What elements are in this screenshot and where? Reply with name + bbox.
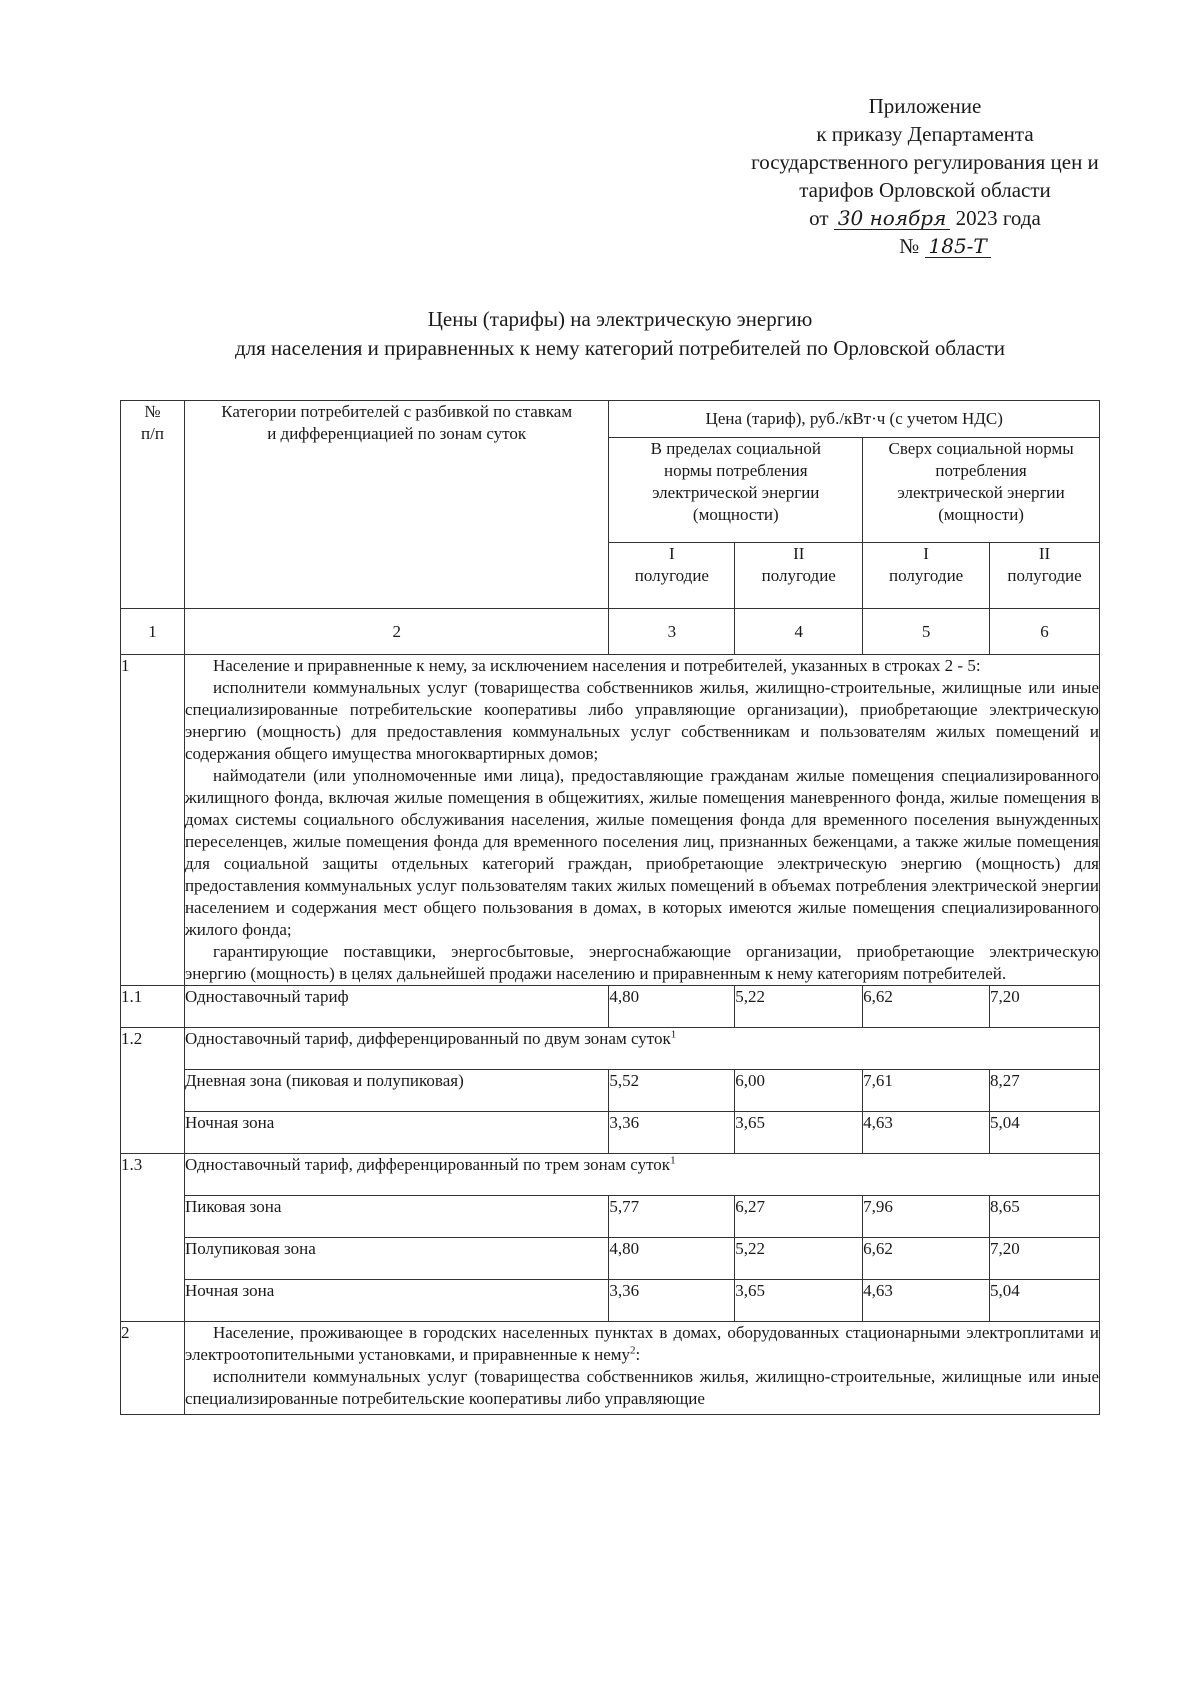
- col-number-2: 2: [184, 609, 608, 655]
- row-1-2-day-value-2: 6,00: [735, 1070, 863, 1112]
- row-1-3-semipeak-value-2: 5,22: [735, 1238, 863, 1280]
- row-1-1-value-3: 6,62: [863, 986, 990, 1028]
- above-h1-roman: I: [923, 544, 929, 563]
- table-row-1-2-night: [121, 1112, 1100, 1154]
- row-1-description: [184, 655, 1099, 986]
- table-row-2: [121, 1322, 1100, 1415]
- row-1-2-label: Одноставочный тариф, дифференцированный по двум зонам суток: [184, 1029, 671, 1048]
- row-1-2-footnote-mark: 1: [670, 1028, 677, 1041]
- tariff-table: [120, 400, 1100, 1415]
- row-1-3-night-value-4: 5,04: [990, 1280, 1100, 1322]
- header-above-h2: [990, 543, 1100, 609]
- row-1-2-day-value-4: 8,27: [990, 1070, 1100, 1112]
- above-h2-roman: II: [1038, 544, 1051, 563]
- table-row-1-3-semipeak: [121, 1238, 1100, 1280]
- column-number-row: [121, 609, 1100, 655]
- appendix-order-ref: к приказу Департамента: [816, 122, 1034, 146]
- row-1-1-value-1: 4,80: [609, 986, 735, 1028]
- row-1-2-night-value-3: 4,63: [863, 1112, 990, 1154]
- table-row-1-3-peak: [121, 1196, 1100, 1238]
- within-h1-roman: I: [669, 544, 675, 563]
- row-1-3-night-value-2: 3,65: [735, 1280, 863, 1322]
- row-1-num: 1: [121, 655, 185, 986]
- row-1-3-label: Одноставочный тариф, дифференцированный по трем зонам суток: [184, 1155, 671, 1174]
- col-number-6: 6: [990, 609, 1100, 655]
- row-2-footnote-mark: 2: [630, 1344, 636, 1357]
- row-1-1-value-2: 5,22: [735, 986, 863, 1028]
- header-within-h2: [735, 543, 863, 609]
- header-num: № п/п: [121, 401, 185, 609]
- appendix-number-line: [700, 232, 1150, 260]
- row-1-2-night-value-2: 3,65: [735, 1112, 863, 1154]
- appendix-date-line: [700, 204, 1150, 232]
- date-suffix: 2023 года: [955, 206, 1041, 230]
- row-1-3-semipeak-label: Полупиковая зона: [184, 1238, 608, 1280]
- row-1-3-peak-label: Пиковая зона: [184, 1196, 608, 1238]
- table-row-1-3-night: [121, 1280, 1100, 1322]
- row-1-paragraph-2: исполнители коммунальных услуг (товарищества собственников жилья, жилищно-строительные, жилищные или иные специализированные потребительские кооперативы либо управляющие организации), приобретающие электрическую энергию (мощность) для предоставления коммунальных услуг собственникам и пользователям жилых помещений и содержания общего имущества многоквартирных домов;: [184, 678, 1099, 763]
- handwritten-number: 185-Т: [925, 235, 991, 258]
- appendix-title: Приложение: [868, 94, 982, 118]
- within-h2-word: полугодие: [761, 566, 836, 585]
- table-row-1-1: [121, 986, 1100, 1028]
- row-2-description: [184, 1322, 1099, 1415]
- row-1-2-day-value-1: 5,52: [609, 1070, 735, 1112]
- within-h1-word: полугодие: [634, 566, 709, 585]
- table-header-row: [121, 401, 1100, 438]
- above-h1-word: полугодие: [889, 566, 964, 585]
- appendix-header: [700, 92, 1150, 260]
- row-2-paragraph-1-text: Население, проживающее в городских населенных пунктах в домах, оборудованных стационарными электроплитами и электроотопительными установками, и приравненные к нему: [184, 1323, 1099, 1364]
- row-2-paragraph-1: [185, 1322, 1099, 1366]
- row-1-1-num: 1.1: [121, 986, 185, 1028]
- handwritten-date: 30 ноября: [834, 207, 951, 230]
- row-1-2-day-value-3: 7,61: [863, 1070, 990, 1112]
- row-1-3-night-value-1: 3,36: [609, 1280, 735, 1322]
- table-row-1-2: [121, 1028, 1100, 1070]
- col-number-5: 5: [863, 609, 990, 655]
- row-1-3-peak-value-4: 8,65: [990, 1196, 1100, 1238]
- row-2-num: 2: [121, 1322, 185, 1415]
- table-row-1-2-day: [121, 1070, 1100, 1112]
- row-1-3-night-label: Ночная зона: [184, 1280, 608, 1322]
- row-1-3-semipeak-value-1: 4,80: [609, 1238, 735, 1280]
- row-1-1-label: Одноставочный тариф: [184, 986, 608, 1028]
- row-1-1-value-4: 7,20: [990, 986, 1100, 1028]
- table-row-1: [121, 655, 1100, 986]
- title-line-2: для населения и приравненных к нему категорий потребителей по Орловской области: [234, 336, 1006, 360]
- row-2-paragraph-1-end: :: [635, 1345, 641, 1364]
- row-1-paragraph-1: Население и приравненные к нему, за исключением населения и потребителей, указанных в строках 2 - 5:: [212, 656, 981, 675]
- row-1-3-num: 1.3: [121, 1154, 185, 1322]
- row-1-3-night-value-3: 4,63: [863, 1280, 990, 1322]
- row-1-paragraph-4: гарантирующие поставщики, энергосбытовые, энергоснабжающие организации, приобретающие электрическую энергию (мощность) в целях дальнейшей продажи населению и приравненным к нему категориям потребителей.: [184, 942, 1099, 983]
- within-h2-roman: II: [793, 544, 805, 563]
- document-title: [120, 305, 1120, 363]
- number-prefix: №: [899, 234, 920, 258]
- row-1-2-night-value-4: 5,04: [990, 1112, 1100, 1154]
- appendix-region: тарифов Орловской области: [799, 178, 1051, 202]
- header-above-h1: [863, 543, 990, 609]
- row-1-2-day-label: Дневная зона (пиковая и полупиковая): [184, 1070, 608, 1112]
- col-number-3: 3: [609, 609, 735, 655]
- header-within-norm: В пределах социальной нормы потребления электрической энергии (мощности): [609, 438, 863, 543]
- row-2-paragraph-2: исполнители коммунальных услуг (товарищества собственников жилья, жилищно-строительные, жилищные или иные специализированные потребительские кооперативы либо управляющие: [184, 1367, 1099, 1408]
- col-number-4: 4: [735, 609, 863, 655]
- table-row-1-3: [121, 1154, 1100, 1196]
- row-1-3-footnote-mark: 1: [670, 1154, 676, 1167]
- appendix-department: государственного регулирования цен и: [751, 150, 1099, 174]
- row-1-3-semipeak-value-4: 7,20: [990, 1238, 1100, 1280]
- row-1-2-num: 1.2: [121, 1028, 185, 1154]
- row-1-2-night-label: Ночная зона: [184, 1112, 608, 1154]
- row-1-paragraph-3: наймодатели (или уполномоченные ими лица), предоставляющие гражданам жилые помещения специализированного жилищного фонда, включая жилые помещения в общежитиях, жилые помещения маневренного фонда, жилые помещения в домах системы социального обслуживания населения, жилые помещения фонда для временного поселения вынужденных переселенцев, жилые помещения фонда для временного поселения лиц, признанных беженцами, а также жилые помещения для социальной защиты отдельных категорий граждан, приобретающие электрическую энергию (мощность) для предоставления коммунальных услуг пользователям таких жилых помещений в объемах потребления электрической энергии населением и содержания мест общего пользования в домах, в которых имеются жилые помещения специализированного жилого фонда;: [184, 766, 1099, 939]
- title-line-1: Цены (тарифы) на электрическую энергию: [427, 307, 813, 331]
- header-within-h1: [609, 543, 735, 609]
- header-above-norm: Сверх социальной нормы потребления электрической энергии (мощности): [863, 438, 1100, 543]
- col-number-1: 1: [121, 609, 185, 655]
- row-1-3-label-cell: [184, 1154, 1099, 1196]
- row-1-3-peak-value-1: 5,77: [609, 1196, 735, 1238]
- date-prefix: от: [809, 206, 829, 230]
- row-1-3-peak-value-2: 6,27: [735, 1196, 863, 1238]
- header-category: Категории потребителей с разбивкой по ставкам и дифференциацией по зонам суток: [184, 401, 608, 609]
- row-1-2-night-value-1: 3,36: [609, 1112, 735, 1154]
- above-h2-word: полугодие: [1007, 566, 1082, 585]
- row-1-3-peak-value-3: 7,96: [863, 1196, 990, 1238]
- header-price: Цена (тариф), руб./кВт·ч (с учетом НДС): [609, 401, 1100, 438]
- row-1-2-label-cell: [184, 1028, 1099, 1070]
- row-1-3-semipeak-value-3: 6,62: [863, 1238, 990, 1280]
